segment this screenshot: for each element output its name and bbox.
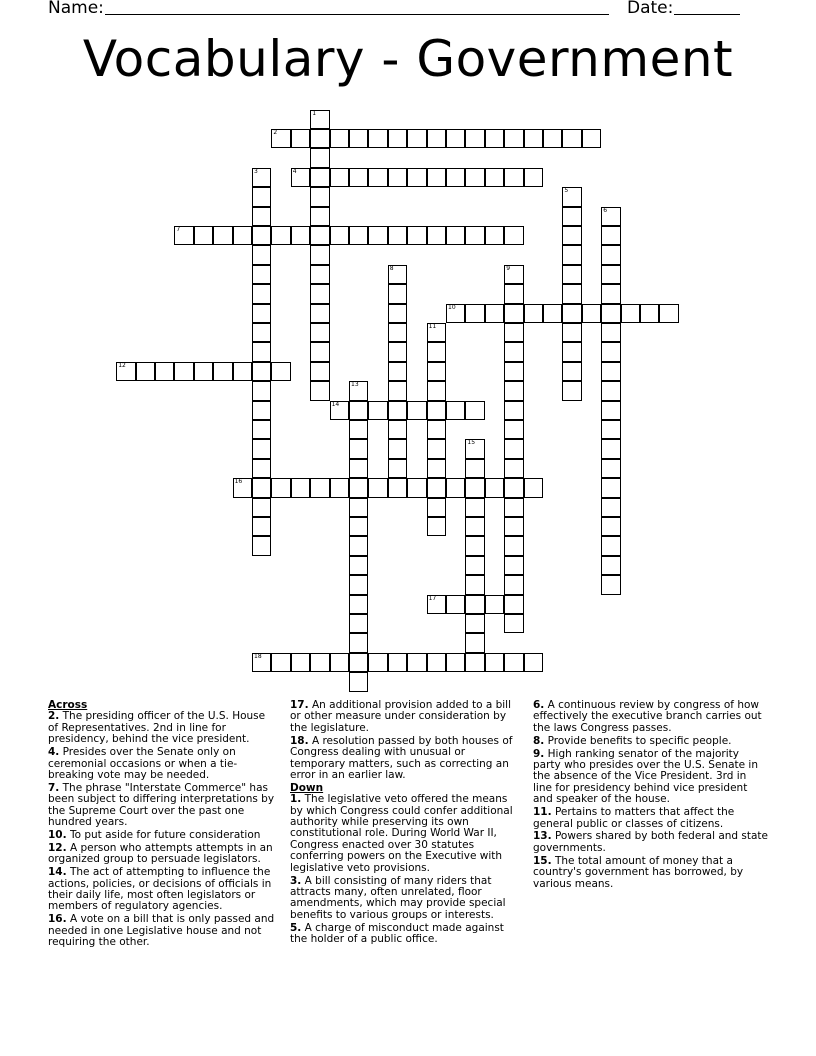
grid-cell[interactable] xyxy=(446,653,465,672)
grid-cell[interactable] xyxy=(465,304,484,323)
grid-cell[interactable] xyxy=(427,439,446,458)
grid-cell[interactable] xyxy=(310,187,329,206)
grid-cell[interactable] xyxy=(465,498,484,517)
grid-cell[interactable] xyxy=(349,226,368,245)
grid-cell[interactable] xyxy=(601,459,620,478)
grid-cell[interactable] xyxy=(407,401,426,420)
grid-cell[interactable] xyxy=(485,129,504,148)
cell-number: 16 xyxy=(234,478,243,486)
grid-cell[interactable] xyxy=(465,459,484,478)
grid-cell[interactable] xyxy=(349,459,368,478)
clue-across-16: 16. A vote on a bill that is only passed and needed in one Legislative house and not requiring the other. xyxy=(48,913,275,949)
grid-cell[interactable] xyxy=(582,129,601,148)
grid-cell[interactable] xyxy=(310,168,329,187)
grid-cell[interactable] xyxy=(252,381,271,400)
grid-cell[interactable] xyxy=(446,595,465,614)
grid-cell[interactable] xyxy=(349,381,368,400)
grid-cell[interactable] xyxy=(252,226,271,245)
grid-cell[interactable] xyxy=(504,362,523,381)
cell-number: 9 xyxy=(506,264,511,272)
grid-cell[interactable] xyxy=(427,498,446,517)
grid-cell[interactable] xyxy=(465,517,484,536)
grid-cell[interactable] xyxy=(562,304,581,323)
grid-cell[interactable] xyxy=(388,362,407,381)
grid-cell[interactable] xyxy=(601,342,620,361)
cell-number: 2 xyxy=(273,129,278,136)
grid-cell[interactable] xyxy=(330,129,349,148)
grid-cell[interactable] xyxy=(310,110,329,129)
grid-cell[interactable] xyxy=(465,556,484,575)
grid-cell[interactable] xyxy=(562,226,581,245)
grid-cell[interactable] xyxy=(407,653,426,672)
grid-cell[interactable] xyxy=(427,459,446,478)
grid-cell[interactable] xyxy=(388,381,407,400)
grid-cell[interactable] xyxy=(349,633,368,652)
grid-cell[interactable] xyxy=(427,168,446,187)
grid-cell[interactable] xyxy=(504,478,523,497)
across-heading: Across xyxy=(48,699,88,711)
grid-cell[interactable] xyxy=(427,478,446,497)
grid-cell[interactable] xyxy=(601,556,620,575)
grid-cell[interactable] xyxy=(465,614,484,633)
grid-cell[interactable] xyxy=(504,498,523,517)
grid-cell[interactable] xyxy=(504,595,523,614)
grid-cell[interactable] xyxy=(310,265,329,284)
grid-cell[interactable] xyxy=(388,478,407,497)
grid-cell[interactable] xyxy=(446,226,465,245)
grid-cell[interactable] xyxy=(504,381,523,400)
grid-cell[interactable] xyxy=(388,420,407,439)
grid-cell[interactable] xyxy=(562,323,581,342)
clue-down-9: 9. High ranking senator of the majority party who presides over the U.S. Senate in the absence of the Vice President. 3rd in line for presidency behind vice president and speaker of the house. xyxy=(533,747,759,806)
grid-cell[interactable] xyxy=(427,401,446,420)
cell-number: 11 xyxy=(428,323,437,330)
grid-cell[interactable] xyxy=(562,362,581,381)
grid-cell[interactable] xyxy=(504,439,523,458)
cell-number: 7 xyxy=(176,226,181,233)
grid-cell[interactable] xyxy=(582,304,601,323)
grid-cell[interactable] xyxy=(504,575,523,594)
grid-cell[interactable] xyxy=(504,536,523,555)
grid-cell[interactable] xyxy=(349,478,368,497)
grid-cell[interactable] xyxy=(407,168,426,187)
grid-cell[interactable] xyxy=(349,129,368,148)
grid-cell[interactable] xyxy=(368,168,387,187)
grid-cell[interactable] xyxy=(349,595,368,614)
grid-cell[interactable] xyxy=(388,304,407,323)
grid-cell[interactable] xyxy=(388,342,407,361)
grid-cell[interactable] xyxy=(330,226,349,245)
grid-cell[interactable] xyxy=(388,439,407,458)
grid-cell[interactable] xyxy=(465,653,484,672)
grid-cell[interactable] xyxy=(465,478,484,497)
clue-across-4: 4. Presides over the Senate only on ceremonial occasions or when a tie-breaking vote may be needed. xyxy=(48,746,238,781)
grid-cell[interactable] xyxy=(504,653,523,672)
grid-cell[interactable] xyxy=(155,362,174,381)
grid-cell[interactable] xyxy=(465,401,484,420)
grid-cell[interactable] xyxy=(485,653,504,672)
grid-cell[interactable] xyxy=(233,362,252,381)
grid-cell[interactable] xyxy=(310,207,329,226)
grid-cell[interactable] xyxy=(310,148,329,167)
grid-cell[interactable] xyxy=(601,401,620,420)
grid-cell[interactable] xyxy=(349,556,368,575)
grid-cell[interactable] xyxy=(504,265,523,284)
cell-number: 10 xyxy=(448,303,456,311)
grid-cell[interactable] xyxy=(349,517,368,536)
cell-number: 13 xyxy=(351,381,359,389)
grid-cell[interactable] xyxy=(504,517,523,536)
grid-cell[interactable] xyxy=(310,323,329,342)
grid-cell[interactable] xyxy=(446,401,465,420)
grid-cell[interactable] xyxy=(194,226,213,245)
clues-column-1 xyxy=(48,700,278,950)
grid-cell[interactable] xyxy=(601,265,620,284)
grid-cell[interactable] xyxy=(116,362,135,381)
grid-cell[interactable] xyxy=(271,478,290,497)
grid-cell[interactable] xyxy=(349,672,368,691)
grid-cell[interactable] xyxy=(504,556,523,575)
grid-cell[interactable] xyxy=(174,362,193,381)
clue-across-17: 17. An additional provision added to a bill or other measure under consideration by the legislature. xyxy=(290,699,512,734)
grid-cell[interactable] xyxy=(485,595,504,614)
grid-cell[interactable] xyxy=(427,595,446,614)
grid-cell[interactable] xyxy=(562,265,581,284)
clues-column-2 xyxy=(290,700,522,947)
grid-cell[interactable] xyxy=(271,129,290,148)
grid-cell[interactable] xyxy=(562,284,581,303)
grid-cell[interactable] xyxy=(427,342,446,361)
grid-cell[interactable] xyxy=(252,498,271,517)
grid-cell[interactable] xyxy=(601,420,620,439)
grid-cell[interactable] xyxy=(465,633,484,652)
grid-cell[interactable] xyxy=(562,342,581,361)
grid-cell[interactable] xyxy=(601,381,620,400)
grid-cell[interactable] xyxy=(368,129,387,148)
grid-cell[interactable] xyxy=(465,226,484,245)
grid-cell[interactable] xyxy=(368,478,387,497)
grid-cell[interactable] xyxy=(136,362,155,381)
grid-cell[interactable] xyxy=(388,323,407,342)
grid-cell[interactable] xyxy=(252,362,271,381)
grid-cell[interactable] xyxy=(504,342,523,361)
grid-cell[interactable] xyxy=(388,284,407,303)
grid-cell[interactable] xyxy=(388,459,407,478)
cell-number: 4 xyxy=(292,167,297,175)
grid-cell[interactable] xyxy=(504,401,523,420)
grid-cell[interactable] xyxy=(310,245,329,264)
grid-cell[interactable] xyxy=(601,517,620,536)
grid-cell[interactable] xyxy=(524,304,543,323)
grid-cell[interactable] xyxy=(252,536,271,555)
grid-cell[interactable] xyxy=(465,439,484,458)
grid-cell[interactable] xyxy=(427,517,446,536)
grid-cell[interactable] xyxy=(194,362,213,381)
grid-cell[interactable] xyxy=(562,187,581,206)
grid-cell[interactable] xyxy=(349,420,368,439)
clue-down-6: 6. A continuous review by congress of how effectively the executive branch carries out the laws Congress passes. xyxy=(533,699,762,734)
grid-cell[interactable] xyxy=(310,226,329,245)
grid-cell[interactable] xyxy=(485,168,504,187)
grid-cell[interactable] xyxy=(504,168,523,187)
clue-across-18: 18. A resolution passed by both houses of Congress dealing with unusual or temporary matters, such as correcting an error in an earlier law. xyxy=(290,734,513,781)
grid-cell[interactable] xyxy=(368,401,387,420)
grid-cell[interactable] xyxy=(388,401,407,420)
grid-cell[interactable] xyxy=(446,168,465,187)
grid-cell[interactable] xyxy=(213,362,232,381)
grid-cell[interactable] xyxy=(252,653,271,672)
grid-cell[interactable] xyxy=(427,653,446,672)
grid-cell[interactable] xyxy=(504,129,523,148)
grid-cell[interactable] xyxy=(427,420,446,439)
grid-cell[interactable] xyxy=(427,381,446,400)
grid-cell[interactable] xyxy=(601,575,620,594)
grid-cell[interactable] xyxy=(252,342,271,361)
grid-cell[interactable] xyxy=(233,226,252,245)
grid-cell[interactable] xyxy=(524,653,543,672)
grid-cell[interactable] xyxy=(485,478,504,497)
grid-cell[interactable] xyxy=(446,478,465,497)
grid-cell[interactable] xyxy=(465,536,484,555)
grid-cell[interactable] xyxy=(252,284,271,303)
grid-cell[interactable] xyxy=(524,168,543,187)
grid-cell[interactable] xyxy=(252,401,271,420)
clue-across-2: 2. The presiding officer of the U.S. House of Representatives. 2nd in line for presidency, behind the vice president. xyxy=(48,710,266,746)
grid-cell[interactable] xyxy=(252,439,271,458)
grid-cell[interactable] xyxy=(388,129,407,148)
clue-down-3: 3. A bill consisting of many riders that attracts many, often unrelated, floor amendments, which may provide special benefits to various groups or interests. xyxy=(290,874,506,921)
grid-cell[interactable] xyxy=(310,284,329,303)
grid-cell[interactable] xyxy=(252,168,271,187)
grid-cell[interactable] xyxy=(601,536,620,555)
grid-cell[interactable] xyxy=(601,323,620,342)
grid-cell[interactable] xyxy=(349,575,368,594)
grid-cell[interactable] xyxy=(543,304,562,323)
grid-cell[interactable] xyxy=(349,168,368,187)
cell-number: 17 xyxy=(428,594,437,602)
grid-cell[interactable] xyxy=(252,459,271,478)
grid-cell[interactable] xyxy=(388,226,407,245)
grid-cell[interactable] xyxy=(601,439,620,458)
clue-across-10: 10. To put aside for future consideration xyxy=(48,828,261,841)
grid-cell[interactable] xyxy=(349,498,368,517)
grid-cell[interactable] xyxy=(427,129,446,148)
grid-cell[interactable] xyxy=(504,459,523,478)
grid-cell[interactable] xyxy=(427,323,446,342)
grid-cell[interactable] xyxy=(562,381,581,400)
cell-number: 14 xyxy=(331,400,340,408)
grid-cell[interactable] xyxy=(330,478,349,497)
grid-cell[interactable] xyxy=(601,245,620,264)
grid-cell[interactable] xyxy=(601,304,620,323)
grid-cell[interactable] xyxy=(465,168,484,187)
grid-cell[interactable] xyxy=(310,304,329,323)
grid-cell[interactable] xyxy=(252,478,271,497)
grid-cell[interactable] xyxy=(407,129,426,148)
grid-cell[interactable] xyxy=(233,478,252,497)
grid-cell[interactable] xyxy=(601,478,620,497)
grid-cell[interactable] xyxy=(427,226,446,245)
grid-cell[interactable] xyxy=(349,401,368,420)
cell-number: 12 xyxy=(118,361,126,369)
grid-cell[interactable] xyxy=(252,323,271,342)
grid-cell[interactable] xyxy=(252,265,271,284)
cell-number: 1 xyxy=(312,109,317,117)
grid-cell[interactable] xyxy=(562,129,581,148)
cell-number: 6 xyxy=(603,206,608,214)
grid-cell[interactable] xyxy=(427,362,446,381)
grid-cell[interactable] xyxy=(252,517,271,536)
grid-cell[interactable] xyxy=(504,284,523,303)
grid-cell[interactable] xyxy=(640,304,659,323)
clue-down-11: 11. Pertains to matters that affect the general public or classes of citizens. xyxy=(533,806,735,830)
grid-cell[interactable] xyxy=(504,304,523,323)
cell-number: 3 xyxy=(254,167,258,175)
grid-cell[interactable] xyxy=(310,653,329,672)
down-heading: Down xyxy=(290,781,324,794)
grid-cell[interactable] xyxy=(446,129,465,148)
grid-cell[interactable] xyxy=(524,129,543,148)
grid-cell[interactable] xyxy=(330,653,349,672)
cell-number: 5 xyxy=(564,187,569,195)
grid-cell[interactable] xyxy=(485,226,504,245)
grid-cell[interactable] xyxy=(271,362,290,381)
grid-cell[interactable] xyxy=(291,129,310,148)
cell-number: 8 xyxy=(389,264,394,272)
grid-cell[interactable] xyxy=(621,304,640,323)
grid-cell[interactable] xyxy=(213,226,232,245)
grid-cell[interactable] xyxy=(388,653,407,672)
grid-cell[interactable] xyxy=(291,168,310,187)
grid-cell[interactable] xyxy=(465,595,484,614)
grid-cell[interactable] xyxy=(252,245,271,264)
grid-cell[interactable] xyxy=(543,129,562,148)
clue-down-8: 8. Provide benefits to specific people. xyxy=(533,734,732,747)
cell-number: 18 xyxy=(254,652,262,660)
grid-cell[interactable] xyxy=(252,304,271,323)
grid-cell[interactable] xyxy=(310,129,329,148)
grid-cell[interactable] xyxy=(310,362,329,381)
grid-cell[interactable] xyxy=(446,304,465,323)
clue-across-12: 12. A person who attempts attempts in an organized group to persuade legislators. xyxy=(48,841,273,866)
grid-cell[interactable] xyxy=(465,129,484,148)
grid-cell[interactable] xyxy=(310,381,329,400)
clues-column-3 xyxy=(533,700,768,892)
page-title: Vocabulary - Government xyxy=(82,30,734,88)
grid-cell[interactable] xyxy=(271,653,290,672)
clue-across-7: 7. The phrase "Interstate Commerce" has been subject to differing interpretations by the Supreme Court over the past one hundred years. xyxy=(48,781,275,829)
clue-down-15: 15. The total amount of money that a country's government has borrowed, by various means. xyxy=(533,854,744,890)
grid-cell[interactable] xyxy=(504,420,523,439)
grid-cell[interactable] xyxy=(310,342,329,361)
grid-cell[interactable] xyxy=(252,187,271,206)
grid-cell[interactable] xyxy=(485,304,504,323)
clue-down-13: 13. Powers shared by both federal and state governments. xyxy=(533,830,769,854)
grid-cell[interactable] xyxy=(349,653,368,672)
grid-cell[interactable] xyxy=(252,420,271,439)
grid-cell[interactable] xyxy=(504,226,523,245)
name-label: Name: xyxy=(48,0,104,18)
grid-cell[interactable] xyxy=(291,478,310,497)
clue-across-14: 14. The act of attempting to influence the actions, policies, or decisions of officials in their daily life, most often legislators or members of regulatory agencies. xyxy=(48,866,272,913)
grid-cell[interactable] xyxy=(504,614,523,633)
grid-cell[interactable] xyxy=(330,401,349,420)
grid-cell[interactable] xyxy=(524,478,543,497)
grid-cell[interactable] xyxy=(291,226,310,245)
grid-cell[interactable] xyxy=(601,207,620,226)
grid-cell[interactable] xyxy=(465,575,484,594)
grid-cell[interactable] xyxy=(349,536,368,555)
grid-cell[interactable] xyxy=(601,362,620,381)
grid-cell[interactable] xyxy=(368,653,387,672)
grid-cell[interactable] xyxy=(601,226,620,245)
grid-cell[interactable] xyxy=(291,653,310,672)
grid-cell[interactable] xyxy=(562,207,581,226)
grid-cell[interactable] xyxy=(349,439,368,458)
grid-cell[interactable] xyxy=(407,478,426,497)
grid-cell[interactable] xyxy=(388,168,407,187)
grid-cell[interactable] xyxy=(601,498,620,517)
grid-cell[interactable] xyxy=(388,265,407,284)
grid-cell[interactable] xyxy=(252,207,271,226)
grid-cell[interactable] xyxy=(562,245,581,264)
grid-cell[interactable] xyxy=(349,614,368,633)
grid-cell[interactable] xyxy=(659,304,678,323)
grid-cell[interactable] xyxy=(504,323,523,342)
grid-cell[interactable] xyxy=(368,226,387,245)
grid-cell[interactable] xyxy=(601,284,620,303)
grid-cell[interactable] xyxy=(407,226,426,245)
grid-cell[interactable] xyxy=(174,226,193,245)
grid-cell[interactable] xyxy=(330,168,349,187)
grid-cell[interactable] xyxy=(310,478,329,497)
cell-number: 15 xyxy=(467,439,476,447)
grid-cell[interactable] xyxy=(271,226,290,245)
clue-down-5: 5. A charge of misconduct made against the holder of a public office. xyxy=(290,921,504,946)
clue-down-1: 1. The legislative veto offered the means by which Congress could confer additional authority while preserving its own constitutional role. During World War II, Congress enacted over 30 statutes conferring powers on the Executive with legislative veto provisions. xyxy=(290,793,513,874)
date-label: Date: xyxy=(627,0,674,18)
